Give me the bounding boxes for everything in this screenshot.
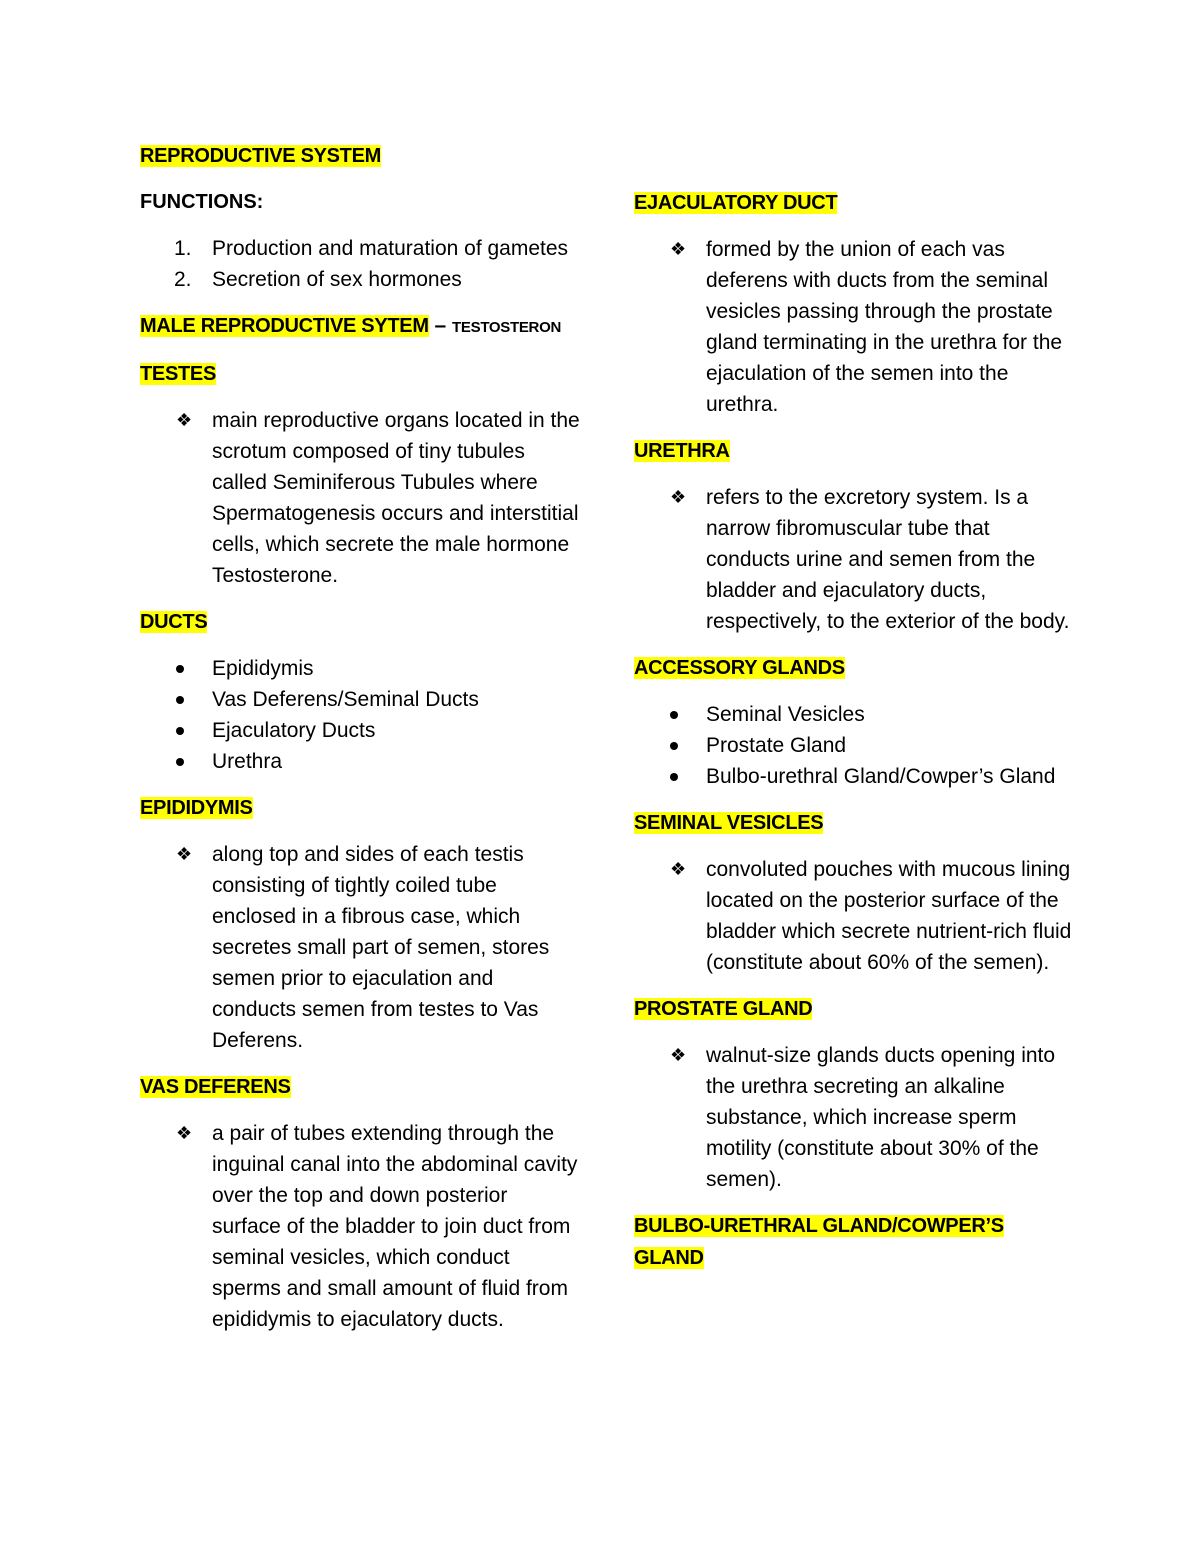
epididymis-list [140, 839, 580, 1056]
list-item [140, 684, 580, 715]
list-item [140, 715, 580, 746]
urethra-text: refers to the excretory system. Is a narrow fibromuscular tube that conducts urine and semen from the bladder and ejaculatory ducts, respectively, to the exterior of the body. [706, 486, 1070, 633]
list-item-text: Secretion of sex hormones [212, 268, 462, 291]
testes-heading-text: TESTES [140, 363, 216, 385]
urethra-heading-text: URETHRA [634, 440, 730, 462]
ducts-heading [140, 606, 580, 638]
diamond-bullet-icon: ❖ [670, 239, 687, 259]
list-item [140, 839, 580, 1056]
testes-list [140, 405, 580, 591]
prostate-gland-text: walnut-size glands ducts opening into the urethra secreting an alkaline substance, which increase sperm motility (constitute about 30% of the semen). [706, 1044, 1056, 1191]
list-item [140, 1118, 580, 1335]
right-column [634, 187, 1074, 1289]
list-item [140, 746, 580, 777]
testes-text: main reproductive organs located in the scrotum composed of tiny tubules called Seminiferous Tubules where Spermatogenesis occurs and interstitial cells, which secrete the male hormone Testosterone. [212, 409, 580, 587]
epididymis-heading [140, 792, 580, 824]
list-item-text: Prostate Gland [706, 734, 847, 757]
male-heading-dash: – [428, 314, 453, 337]
ducts-heading-text: DUCTS [140, 611, 208, 633]
ejaculatory-duct-list [634, 234, 1074, 420]
functions-label: FUNCTIONS: [140, 191, 264, 213]
diamond-bullet-icon: ❖ [670, 859, 687, 879]
urethra-heading [634, 435, 1074, 467]
list-item-text: Seminal Vesicles [706, 703, 865, 726]
list-item-text: Vas Deferens/Seminal Ducts [212, 688, 479, 711]
ejaculatory-duct-text: formed by the union of each vas deferens with ducts from the seminal vesicles passing through the prostate gland terminating in the urethra for the ejaculation of the semen into the urethra. [706, 238, 1063, 416]
bullet-icon [670, 742, 678, 750]
prostate-gland-heading-text: PROSTATE GLAND [634, 998, 813, 1020]
list-item-text: Production and maturation of gametes [212, 237, 569, 260]
list-item [634, 234, 1074, 420]
ducts-list [140, 653, 580, 777]
list-number: 1. [174, 237, 192, 260]
prostate-gland-heading [634, 993, 1074, 1025]
testes-heading [140, 358, 580, 390]
vas-deferens-heading-text: VAS DEFERENS [140, 1076, 291, 1098]
list-item [634, 730, 1074, 761]
diamond-bullet-icon: ❖ [176, 844, 193, 864]
list-number: 2. [174, 268, 192, 291]
seminal-vesicles-list [634, 854, 1074, 978]
list-item [140, 264, 580, 295]
vas-deferens-text: a pair of tubes extending through the inguinal canal into the abdominal cavity over the top and down posterior surface of the bladder to join duct from seminal vesicles, which conduct sperms and small amount of fluid from epididymis to ejaculatory ducts. [212, 1122, 578, 1331]
male-heading-sub: TESTOSTERON [452, 319, 561, 336]
urethra-list [634, 482, 1074, 637]
accessory-glands-heading [634, 652, 1074, 684]
list-item [634, 761, 1074, 792]
list-item [634, 699, 1074, 730]
list-item [140, 405, 580, 591]
bullet-icon [176, 758, 184, 766]
seminal-vesicles-heading [634, 807, 1074, 839]
bullet-icon [176, 696, 184, 704]
list-item [634, 482, 1074, 637]
title-heading [140, 140, 580, 172]
bulbo-urethral-heading-text: BULBO-URETHRAL GLAND/COWPER’S GLAND [634, 1215, 1004, 1269]
left-column [140, 140, 580, 1350]
list-item [634, 854, 1074, 978]
accessory-glands-heading-text: ACCESSORY GLANDS [634, 657, 845, 679]
list-item-text: Bulbo-urethral Gland/Cowper’s Gland [706, 765, 1056, 788]
list-item [634, 1040, 1074, 1195]
seminal-vesicles-text: convoluted pouches with mucous lining located on the posterior surface of the bladder which secrete nutrient-rich fluid (constitute about 60% of the semen). [706, 858, 1072, 974]
male-heading [140, 310, 580, 343]
list-item-text: Urethra [212, 750, 283, 773]
vas-deferens-heading [140, 1071, 580, 1103]
prostate-gland-list [634, 1040, 1074, 1195]
title-text: REPRODUCTIVE SYSTEM [140, 145, 381, 167]
bullet-icon [176, 665, 184, 673]
male-heading-text: MALE REPRODUCTIVE SYTEM [140, 315, 429, 337]
list-item [140, 653, 580, 684]
list-item-text: Epididymis [212, 657, 314, 680]
bulbo-urethral-heading [634, 1210, 1074, 1274]
list-item-text: Ejaculatory Ducts [212, 719, 376, 742]
epididymis-text: along top and sides of each testis consisting of tightly coiled tube enclosed in a fibrous case, which secretes small part of semen, stores semen prior to ejaculation and conducts semen from testes to Vas Deferens. [212, 843, 550, 1052]
epididymis-heading-text: EPIDIDYMIS [140, 797, 253, 819]
diamond-bullet-icon: ❖ [670, 487, 687, 507]
functions-list [140, 233, 580, 295]
diamond-bullet-icon: ❖ [176, 410, 193, 430]
seminal-vesicles-heading-text: SEMINAL VESICLES [634, 812, 824, 834]
ejaculatory-duct-heading [634, 187, 1074, 219]
vas-deferens-list [140, 1118, 580, 1335]
ejaculatory-duct-heading-text: EJACULATORY DUCT [634, 192, 838, 214]
diamond-bullet-icon: ❖ [670, 1045, 687, 1065]
bullet-icon [670, 773, 678, 781]
bullet-icon [176, 727, 184, 735]
bullet-icon [670, 711, 678, 719]
diamond-bullet-icon: ❖ [176, 1123, 193, 1143]
accessory-glands-list [634, 699, 1074, 792]
list-item [140, 233, 580, 264]
